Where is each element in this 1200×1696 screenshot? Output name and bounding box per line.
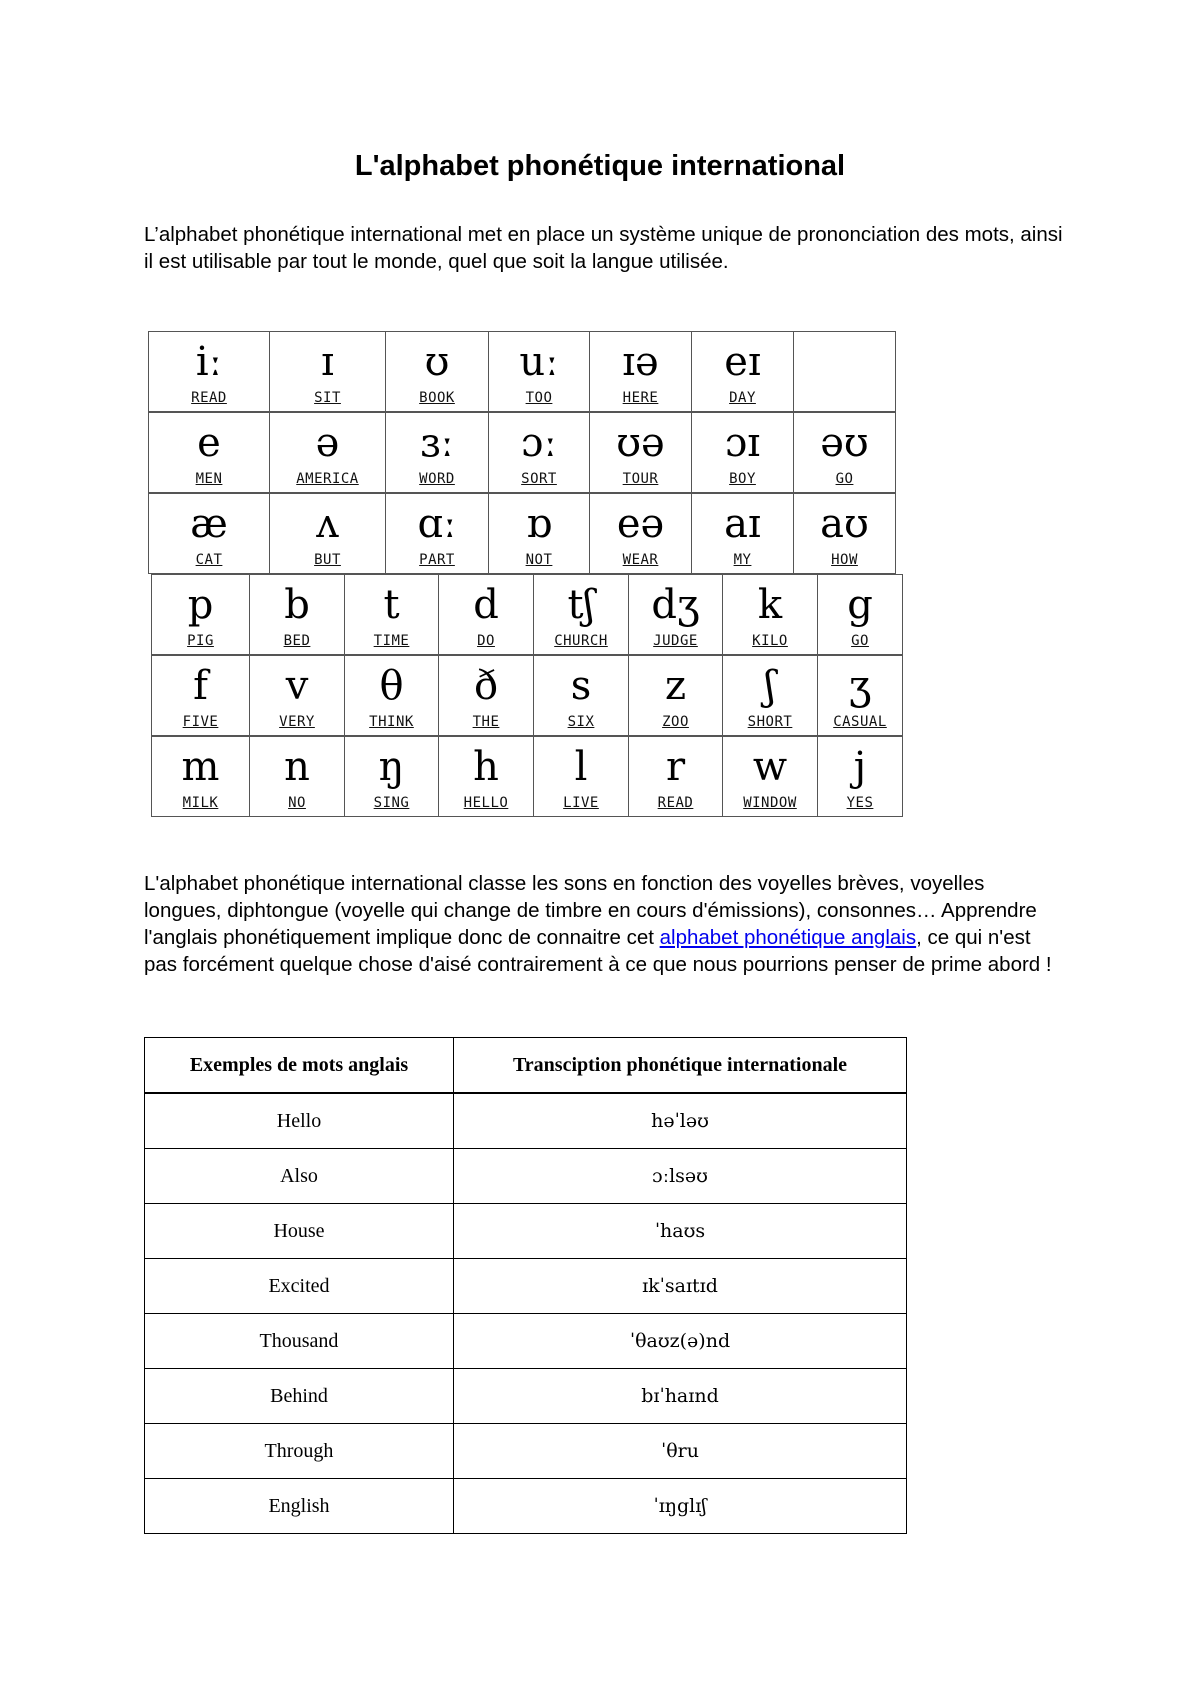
transcription-cell: ˈθru [454, 1424, 907, 1479]
ipa-symbol: d [473, 582, 499, 628]
ipa-symbol: v [285, 663, 309, 709]
table-row [145, 1204, 907, 1259]
ipa-cell [533, 574, 629, 655]
ipa-example-word: SIX [567, 714, 595, 730]
word-cell: Behind [145, 1369, 454, 1424]
ipa-cell [148, 493, 270, 574]
ipa-cell [148, 331, 270, 412]
ipa-cell [589, 412, 692, 493]
ipa-example-word: BUT [314, 552, 341, 568]
ipa-example-word: BED [283, 633, 311, 649]
ipa-cell [533, 655, 629, 736]
ipa-symbol: t [383, 582, 400, 628]
table-row [145, 1259, 907, 1314]
ipa-cell [722, 736, 818, 817]
ipa-symbol: æ [190, 501, 228, 547]
ipa-cell [269, 331, 386, 412]
ipa-cell [249, 655, 345, 736]
word-cell: Excited [145, 1259, 454, 1314]
ipa-cell [344, 655, 439, 736]
ipa-example-word: SORT [521, 471, 557, 487]
ipa-symbol: ʃ [764, 663, 776, 709]
transcription-cell: ɪkˈsaɪtɪd [454, 1259, 907, 1314]
ipa-example-word: GO [835, 471, 854, 487]
ipa-symbol: r [665, 744, 686, 790]
ipa-example-word: VERY [279, 714, 315, 730]
ipa-symbol: əʊ [820, 420, 869, 466]
ipa-example-word: NO [288, 795, 306, 811]
ipa-cell [151, 736, 250, 817]
ipa-symbol: w [752, 744, 788, 790]
phonetic-alphabet-link[interactable]: alphabet phonétique anglais [659, 926, 917, 949]
ipa-example-word: SIT [314, 390, 341, 406]
ipa-example-word: BOOK [419, 390, 455, 406]
ipa-row [148, 331, 895, 411]
ipa-cell [589, 331, 692, 412]
ipa-example-word: MEN [195, 471, 223, 487]
ipa-row [151, 655, 902, 735]
ipa-symbol: p [187, 582, 214, 628]
ipa-example-word: TOUR [622, 471, 659, 487]
ipa-cell [488, 493, 590, 574]
table-row [145, 1424, 907, 1479]
transcription-cell: ɔːlsəʊ [454, 1149, 907, 1204]
ipa-example-word: SHORT [747, 714, 793, 730]
ipa-cell [691, 331, 794, 412]
ipa-example-word: CHURCH [554, 633, 608, 649]
header-phonetic-transcription: Transciption phonétique internationale [454, 1038, 907, 1094]
ipa-example-word: LIVE [563, 795, 599, 811]
ipa-cell [385, 331, 489, 412]
ipa-symbol: iː [195, 339, 223, 385]
ipa-example-word: MILK [182, 795, 219, 811]
table-row [145, 1314, 907, 1369]
ipa-symbol: eɪ [724, 339, 761, 385]
ipa-symbol: θ [379, 663, 404, 709]
ipa-cell [722, 655, 818, 736]
ipa-cell [249, 574, 345, 655]
ipa-symbol: aɪ [724, 501, 761, 547]
ipa-example-word: FIVE [182, 714, 219, 730]
ipa-row [148, 412, 895, 492]
ipa-cell [148, 412, 270, 493]
ipa-example-word: PART [419, 552, 455, 568]
ipa-symbol: eə [616, 501, 665, 547]
ipa-example-word: AMERICA [296, 471, 359, 487]
ipa-example-word: CASUAL [833, 714, 887, 730]
intro-paragraph: L’alphabet phonétique international met en place un système unique de prononciation des mots, ainsi il est utilisable par tout le monde, quel que soit la langue utilisée. [144, 223, 1063, 273]
ipa-symbol: l [574, 744, 588, 790]
ipa-cell [151, 655, 250, 736]
ipa-symbol: h [473, 744, 499, 790]
ipa-symbol: ʌ [316, 501, 339, 547]
ipa-symbol: j [853, 744, 867, 790]
ipa-cell [817, 736, 903, 817]
ipa-example-word: READ [657, 795, 694, 811]
ipa-cell [691, 493, 794, 574]
body-text-after-link: , ce qui n'est pas forcément quelque chose d'aisé contrairement à ce que nous pourrions penser de prime abord ! [144, 926, 1052, 976]
ipa-cell [151, 574, 250, 655]
ipa-symbol: b [284, 582, 310, 628]
ipa-row [148, 493, 895, 573]
ipa-example-word: YES [846, 795, 874, 811]
ipa-symbol: ɒ [526, 501, 552, 547]
ipa-row [151, 574, 902, 654]
word-cell: English [145, 1479, 454, 1534]
ipa-cell [385, 412, 489, 493]
ipa-cell [628, 655, 723, 736]
ipa-cell [793, 493, 896, 574]
ipa-symbol: m [181, 744, 220, 790]
ipa-cell [269, 412, 386, 493]
transcription-cell: həˈləʊ [454, 1093, 907, 1149]
ipa-symbol: uː [519, 339, 559, 385]
ipa-example-word: THINK [369, 714, 414, 730]
ipa-symbol: ɑː [417, 501, 457, 547]
transcription-cell: ˈθaʊz(ə)nd [454, 1314, 907, 1369]
transcription-cell: bɪˈhaɪnd [454, 1369, 907, 1424]
ipa-example-word: JUDGE [653, 633, 698, 649]
transcription-cell: ˈhaʊs [454, 1204, 907, 1259]
ipa-cell [344, 736, 439, 817]
ipa-symbol: ɔɪ [724, 420, 761, 466]
ipa-row [151, 736, 902, 816]
ipa-cell [249, 736, 345, 817]
table-row [145, 1369, 907, 1424]
ipa-symbol: k [757, 582, 783, 628]
word-cell: Hello [145, 1093, 454, 1149]
ipa-cell [533, 736, 629, 817]
ipa-example-word: READ [191, 390, 227, 406]
ipa-cell [438, 655, 534, 736]
ipa-symbol: ə [315, 420, 340, 466]
word-cell: Through [145, 1424, 454, 1479]
ipa-example-word: THE [472, 714, 500, 730]
ipa-symbol: ŋ [378, 744, 405, 790]
ipa-example-word: HOW [831, 552, 858, 568]
ipa-cell [488, 412, 590, 493]
ipa-symbol: ʊ [424, 339, 450, 385]
ipa-example-word: SING [373, 795, 410, 811]
ipa-symbol: ð [473, 663, 499, 709]
ipa-cell [385, 493, 489, 574]
page-title: L'alphabet phonétique international [354, 150, 846, 182]
ipa-cell [722, 574, 818, 655]
ipa-cell-empty [793, 331, 896, 412]
word-cell: House [145, 1204, 454, 1259]
ipa-symbol: ɪə [622, 339, 659, 385]
ipa-symbol: e [197, 420, 221, 466]
ipa-symbol: aʊ [820, 501, 869, 547]
ipa-cell [589, 493, 692, 574]
table-row [145, 1093, 907, 1149]
ipa-cell [344, 574, 439, 655]
ipa-example-word: MY [733, 552, 752, 568]
ipa-symbol: s [570, 663, 592, 709]
ipa-symbol: ʒ [848, 663, 872, 709]
ipa-symbol: ɪ [321, 339, 334, 385]
ipa-cell [817, 574, 903, 655]
ipa-example-word: TIME [373, 633, 410, 649]
ipa-symbol: f [193, 663, 208, 709]
ipa-example-word: DAY [729, 390, 756, 406]
ipa-example-word: WORD [419, 471, 455, 487]
examples-table [144, 1037, 907, 1534]
ipa-chart [148, 331, 900, 818]
ipa-example-word: BOY [729, 471, 756, 487]
ipa-symbol: ʊə [616, 420, 665, 466]
ipa-symbol: ɜː [420, 420, 454, 466]
ipa-symbol: z [664, 663, 687, 709]
table-row [145, 1149, 907, 1204]
ipa-cell [817, 655, 903, 736]
ipa-example-word: GO [851, 633, 869, 649]
ipa-example-word: HELLO [463, 795, 509, 811]
ipa-cell [438, 736, 534, 817]
ipa-symbol: ɔː [521, 420, 557, 466]
body-paragraph [144, 870, 1064, 978]
ipa-symbol: tʃ [567, 582, 595, 628]
ipa-symbol: g [847, 582, 873, 628]
ipa-cell [438, 574, 534, 655]
ipa-example-word: WINDOW [743, 795, 797, 811]
ipa-example-word: NOT [525, 552, 553, 568]
ipa-symbol: n [284, 744, 310, 790]
ipa-cell [691, 412, 794, 493]
ipa-cell [628, 736, 723, 817]
ipa-cell [488, 331, 590, 412]
table-header-row [145, 1038, 907, 1094]
ipa-example-word: HERE [622, 390, 659, 406]
header-english-words: Exemples de mots anglais [145, 1038, 454, 1094]
ipa-symbol: dʒ [651, 582, 700, 628]
body-text-before-link: L'alphabet phonétique international classe les sons en fonction des voyelles brèves, voyelles longues, diphtongue (voyelle qui change de timbre en cours d'émissions), consonnes… Apprendre l'anglais phonétiquement implique donc de connaitre cet [144, 872, 1037, 949]
ipa-example-word: KILO [752, 633, 788, 649]
ipa-cell [793, 412, 896, 493]
word-cell: Also [145, 1149, 454, 1204]
ipa-cell [628, 574, 723, 655]
ipa-example-word: PIG [187, 633, 214, 649]
transcription-cell: ˈɪŋglɪʃ [454, 1479, 907, 1534]
ipa-example-word: WEAR [622, 552, 659, 568]
ipa-example-word: DO [477, 633, 495, 649]
ipa-example-word: CAT [195, 552, 223, 568]
table-row [145, 1479, 907, 1534]
ipa-cell [269, 493, 386, 574]
word-cell: Thousand [145, 1314, 454, 1369]
ipa-example-word: ZOO [662, 714, 689, 730]
ipa-example-word: TOO [525, 390, 553, 406]
